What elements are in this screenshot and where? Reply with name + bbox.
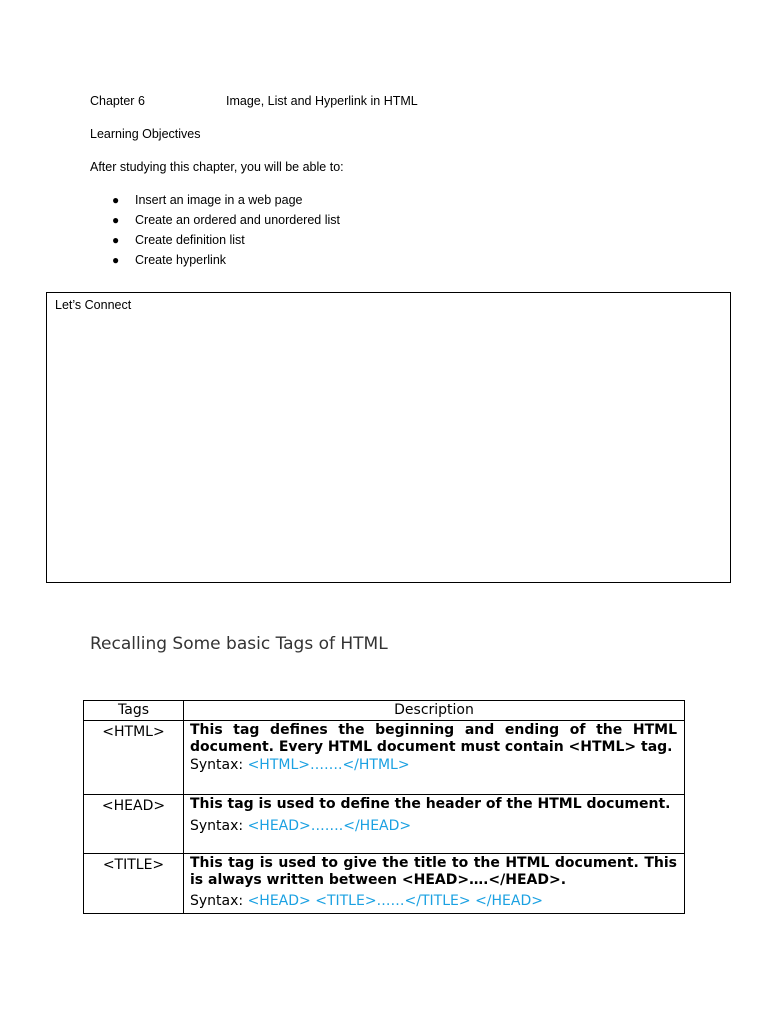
description-cell [184, 721, 685, 795]
list-item-label: Create an ordered and unordered list [135, 213, 340, 227]
lets-connect-box [46, 292, 731, 583]
bullet-icon: ● [112, 193, 120, 207]
tag-cell: <HTML> [84, 721, 184, 795]
table-row [84, 721, 685, 795]
syntax-line [190, 756, 677, 774]
syntax-code: <HEAD> <TITLE>……</TITLE> </HEAD> [247, 893, 543, 909]
list-item-label: Create definition list [135, 233, 245, 247]
tag-cell: <HEAD> [84, 795, 184, 854]
lets-connect-label: Let’s Connect [55, 298, 132, 312]
syntax-line [190, 817, 677, 835]
tag-description: This tag defines the beginning and ending of the HTML document. Every HTML document must contain <HTML> tag. [190, 722, 677, 755]
list-item [112, 192, 340, 212]
learning-objectives-heading: Learning Objectives [90, 127, 201, 141]
description-cell [184, 854, 685, 914]
list-item [112, 232, 340, 252]
chapter-title: Image, List and Hyperlink in HTML [226, 94, 418, 108]
syntax-label: Syntax: [190, 757, 248, 773]
syntax-code: <HTML>…….</HTML> [247, 757, 410, 773]
syntax-line [190, 892, 677, 910]
bullet-icon: ● [112, 213, 120, 227]
column-header-tags: Tags [84, 701, 184, 721]
table-header-row [84, 701, 685, 721]
list-item [112, 252, 340, 272]
html-tags-table [83, 700, 685, 914]
section-heading: Recalling Some basic Tags of HTML [90, 634, 388, 654]
list-item-label: Insert an image in a web page [135, 193, 303, 207]
tag-description: This tag is used to give the title to the HTML document. This is always written between <HEAD>….</HEAD>. [190, 855, 677, 888]
objectives-list [112, 192, 340, 272]
description-cell [184, 795, 685, 854]
syntax-code: <HEAD>…….</HEAD> [247, 818, 412, 834]
table-row [84, 795, 685, 854]
tag-cell: <TITLE> [84, 854, 184, 914]
bullet-icon: ● [112, 233, 120, 247]
chapter-number: Chapter 6 [90, 94, 145, 108]
column-header-description: Description [184, 701, 685, 721]
objectives-intro: After studying this chapter, you will be able to: [90, 160, 344, 174]
list-item-label: Create hyperlink [135, 253, 227, 267]
tag-description: This tag is used to define the header of the HTML document. [190, 796, 671, 812]
syntax-label: Syntax: [190, 818, 248, 834]
list-item [112, 212, 340, 232]
syntax-label: Syntax: [190, 893, 248, 909]
table-row [84, 854, 685, 914]
bullet-icon: ● [112, 253, 120, 267]
